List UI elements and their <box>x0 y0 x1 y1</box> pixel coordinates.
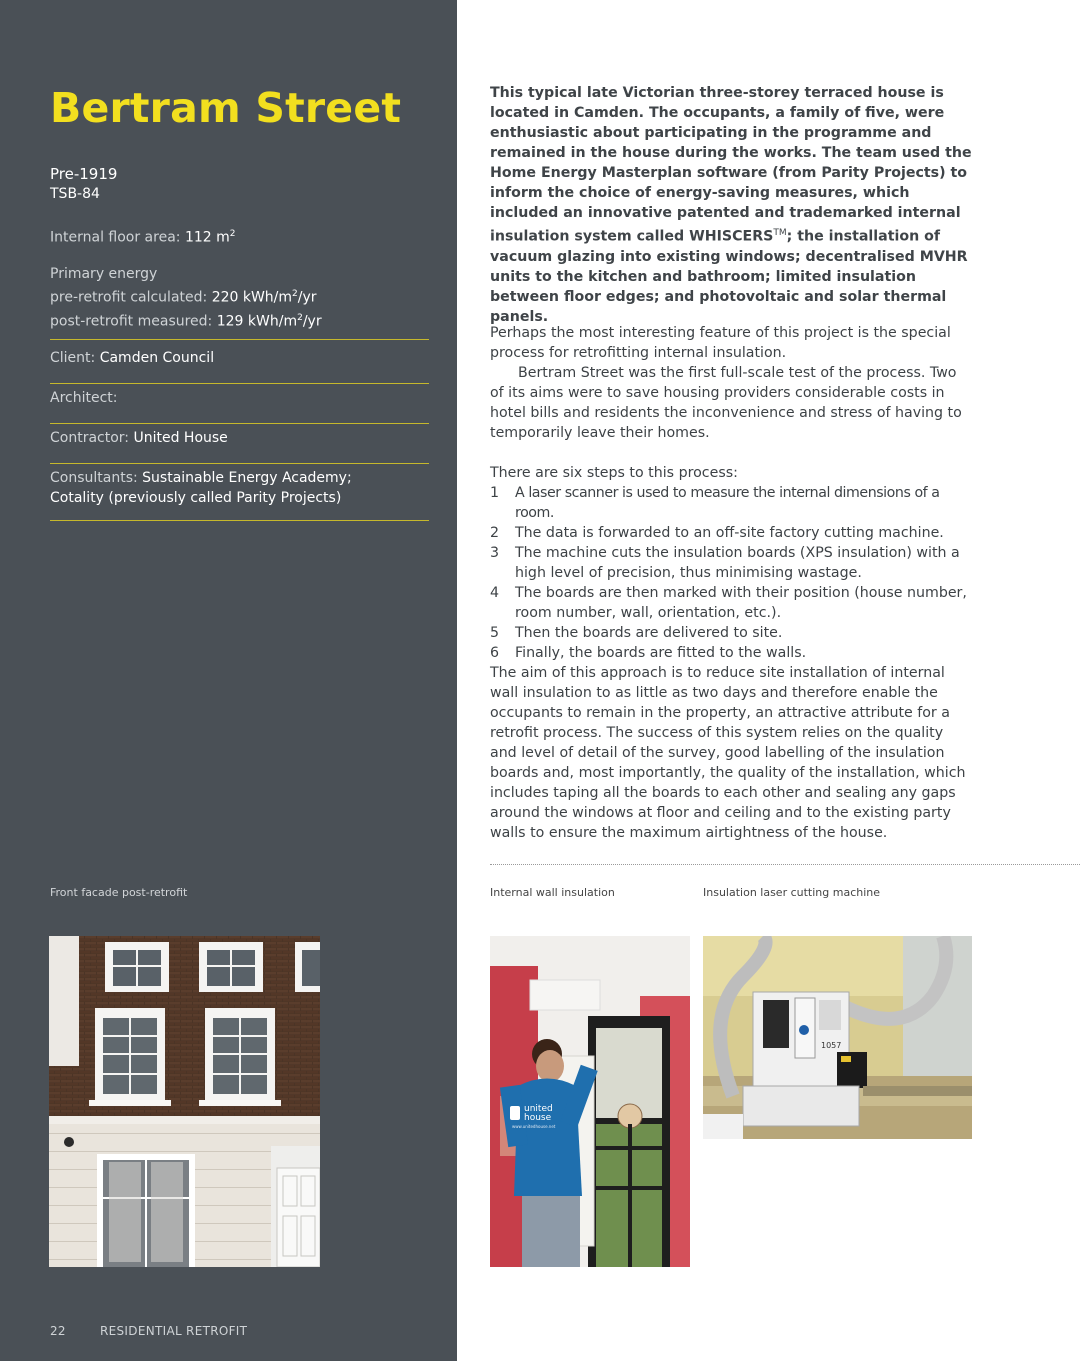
step-text: Then the boards are delivered to site. <box>515 625 783 641</box>
divider <box>50 383 429 384</box>
floor-area-sup: 2 <box>229 229 236 239</box>
laser-machine-photo <box>703 936 972 1139</box>
energy-pre <box>50 284 430 308</box>
step-number: 4 <box>490 585 500 601</box>
step-number: 1 <box>490 485 500 501</box>
internal-wall-image <box>490 936 690 1267</box>
client-row <box>50 348 430 368</box>
sidebar-panel <box>0 0 457 1361</box>
step-number: 3 <box>490 545 500 561</box>
contractor-label: Contractor: <box>50 430 134 446</box>
list-item <box>490 543 974 583</box>
consultants-value: Sustainable Energy Academy; <box>142 470 352 486</box>
floor-area-label: Internal floor area: <box>50 229 185 246</box>
client-value: Camden Council <box>99 350 215 366</box>
internal-wall-photo <box>490 936 690 1267</box>
consultants-label: Consultants: <box>50 470 143 486</box>
list-item <box>490 583 974 623</box>
step-text: The boards are then marked with their position (house number, room number, wall, orientation, etc.). <box>515 585 967 621</box>
divider <box>50 463 429 464</box>
intro-text-a: This typical late Victorian three-storey terraced house is located in Camden. The occupants, a family of five, were enthusiastic about participating in the programme and remained in the house during the works. The team used the Home Energy Masterplan software (from Parity Projects) to inform the choice of energy-saving measures, which included an innovative patented and trademarked internal insulation system called WHISCERS <box>490 85 972 245</box>
steps-intro: There are six steps to this process: <box>490 465 738 481</box>
laser-machine-image <box>703 936 972 1139</box>
process-description <box>490 323 974 443</box>
project-code: TSB-84 <box>50 186 100 202</box>
step-text: The data is forwarded to an off-site factory cutting machine. <box>515 525 944 541</box>
energy-post-sup: 2 <box>297 312 303 323</box>
body-paragraph: The aim of this approach is to reduce site installation of internal wall insulation to as little as two days and therefore enable the occupants to remain in the property, an attractive attribute for a retrofit process. The success of this system relies on the quality and level of detail of the survey, good labelling of the insulation boards and, most importantly, the quality of the installation, which includes taping all the boards to each other and sealing any gaps around the windows at floor and ceiling and to the existing party walls to ensure the maximum airtightness of the house. <box>490 665 966 841</box>
step-text: The machine cuts the insulation boards (XPS insulation) with a high level of precision, thus minimising wastage. <box>515 545 960 581</box>
steps-list <box>490 483 974 663</box>
era-label: Pre-1919 <box>50 165 118 183</box>
energy-pre-value: 220 kWh/m <box>211 289 293 306</box>
contractor-row <box>50 428 430 448</box>
list-item <box>490 623 974 643</box>
step-number: 2 <box>490 525 500 541</box>
logo-line-2: house <box>524 1113 552 1123</box>
logo-url: www.unitedhouse.net <box>512 1124 556 1129</box>
divider <box>50 520 429 521</box>
body-paragraph: Bertram Street was the first full-scale test of the process. Two of its aims were to save housing providers considerable costs in hotel bills and residents the inconvenience and stress of having to temporarily leave their homes. <box>490 365 962 441</box>
energy-post-unit: /yr <box>302 313 322 330</box>
steps-section <box>490 463 974 663</box>
consultants-note: (previously called Parity Projects) <box>103 490 342 506</box>
floor-area-value: 112 m <box>184 229 230 246</box>
caption-internal-wall: Internal wall insulation <box>490 886 615 899</box>
step-number: 5 <box>490 625 500 641</box>
step-text: Finally, the boards are fitted to the walls. <box>515 645 807 661</box>
floor-area <box>50 224 430 248</box>
energy-heading: Primary energy <box>50 266 158 282</box>
energy-post <box>50 308 430 332</box>
page-number: 22 <box>50 1324 66 1338</box>
section-name: RESIDENTIAL RETROFIT <box>100 1324 248 1338</box>
step-number: 6 <box>490 645 500 661</box>
caption-laser-machine: Insulation laser cutting machine <box>703 886 881 899</box>
trademark-sup: TM <box>773 228 787 238</box>
consultants-value-2: Cotality <box>50 490 104 506</box>
era-block <box>50 164 430 204</box>
energy-post-value: 129 kWh/m <box>216 313 298 330</box>
machine-model-label: 1057 <box>821 1041 842 1050</box>
energy-pre-sup: 2 <box>292 289 298 299</box>
client-label: Client: <box>50 350 100 366</box>
divider <box>50 423 429 424</box>
energy-pre-label: pre-retrofit calculated: <box>50 289 212 306</box>
intro-text-b: ; the installation of vacuum glazing into existing windows; decentralised MVHR units to the kitchen and bathroom; limited insulation between floor edges; and photovoltaic and solar thermal panels. <box>490 228 968 325</box>
approach-paragraph <box>490 663 974 843</box>
body-paragraph: Perhaps the most interesting feature of this project is the special process for retrofitting internal insulation. <box>490 325 951 361</box>
caption-front-facade: Front facade post-retrofit <box>50 886 188 899</box>
step-text: A laser scanner is used to measure the internal dimensions of a room. <box>515 485 940 521</box>
architect-row <box>50 388 430 408</box>
primary-energy <box>50 264 430 331</box>
consultants-row <box>50 468 430 508</box>
contractor-value: United House <box>133 430 228 446</box>
front-facade-image <box>49 936 320 1267</box>
logo-line-1: united <box>524 1104 553 1114</box>
list-item <box>490 483 974 523</box>
list-item <box>490 643 974 663</box>
page-title: Bertram Street <box>50 84 402 132</box>
dotted-divider <box>490 864 1080 865</box>
divider <box>50 339 429 340</box>
energy-pre-unit: /yr <box>297 289 317 306</box>
architect-label: Architect: <box>50 390 118 406</box>
intro-paragraph <box>490 83 974 327</box>
energy-post-label: post-retrofit measured: <box>50 313 217 330</box>
list-item <box>490 523 974 543</box>
front-facade-photo <box>49 936 320 1267</box>
